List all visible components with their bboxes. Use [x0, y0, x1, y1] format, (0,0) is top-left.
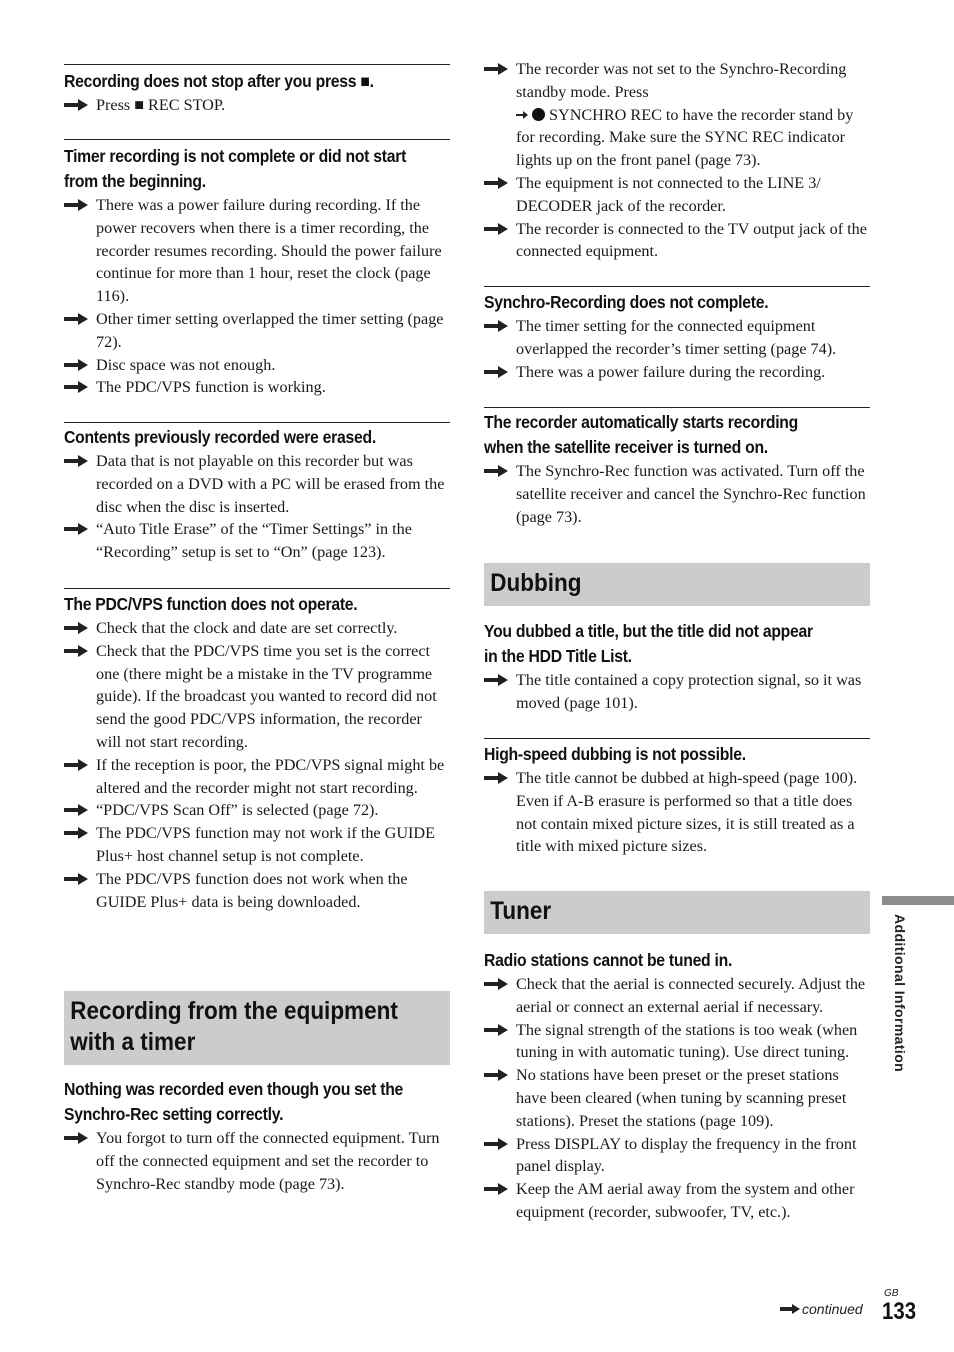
- list-item: [64, 450, 450, 518]
- item-text: The PDC/VPS function does not work when the GUIDE Plus+ data is being downloaded.: [96, 869, 408, 911]
- trouble-entry-synchro-nothing: [64, 1077, 450, 1195]
- region-code: GB: [884, 1288, 899, 1299]
- item-text: You forgot to turn off the connected equipment. Turn off the connected equipment and set the recorder to Synchro-Rec standby mode (page 73).: [96, 1129, 440, 1193]
- list-item: [484, 315, 870, 361]
- right-arrow-icon: [64, 622, 88, 634]
- item-text: There was a power failure during recording. If the power recovers when there is a timer recording, the recorder resumes recording. Should the power failure continue for more than 1 hour, reset the clock (page 116).: [96, 196, 442, 306]
- right-arrow-icon: [64, 523, 88, 535]
- item-text: Data that is not playable on this recorder but was recorded on a DVD with a PC will be erased from the disc when the disc is inserted.: [96, 452, 445, 516]
- item-text: The signal strength of the stations is too weak (when tuning in with automatic tuning). Use direct tuning.: [516, 1020, 858, 1062]
- right-arrow-icon: [64, 1132, 88, 1144]
- trouble-entry-timer: [64, 139, 450, 399]
- trouble-entry-synchro-continued: [484, 58, 870, 263]
- right-arrow-icon: [484, 177, 508, 189]
- trouble-entry-synchro-incomplete: [484, 286, 870, 383]
- item-text: ■ REC STOP.: [134, 96, 226, 114]
- item-text: “Auto Title Erase” of the “Timer Settings” in the “Recording” setup is set to “On” (page 123).: [96, 520, 412, 562]
- section-header-dubbing: [484, 563, 870, 606]
- trouble-entry-radio: [484, 948, 870, 1224]
- side-tab-bar: [882, 896, 954, 905]
- right-arrow-icon: [64, 759, 88, 771]
- list-item: [484, 1019, 870, 1065]
- right-arrow-icon: [484, 63, 508, 75]
- right-arrow-icon: [64, 199, 88, 211]
- right-arrow-icon: [64, 827, 88, 839]
- list-item: [64, 799, 450, 822]
- continued-text: continued: [802, 1301, 863, 1317]
- list-item: [64, 640, 450, 754]
- small-arrow-icon: [516, 110, 528, 120]
- item-text: Press DISPLAY to display the frequency in the front panel display.: [516, 1134, 857, 1176]
- trouble-entry-satellite: [484, 407, 870, 528]
- entry-heading: High-speed dubbing is not possible.: [484, 744, 746, 764]
- entry-heading-line2: from the beginning.: [64, 171, 206, 191]
- right-arrow-icon: [484, 1138, 508, 1150]
- item-text: Disc space was not enough.: [96, 355, 276, 374]
- list-item: [64, 194, 450, 308]
- entry-heading-line1: Nothing was recorded even though you set the: [64, 1079, 404, 1099]
- right-arrow-icon: [64, 99, 88, 111]
- entry-heading-line1: Timer recording is not complete or did not start: [64, 146, 407, 166]
- list-item: [484, 361, 870, 384]
- entry-heading: Contents previously recorded were erased.: [64, 427, 376, 447]
- record-circle-icon: [532, 108, 545, 121]
- entry-heading-line2: Synchro-Rec setting correctly.: [64, 1104, 284, 1124]
- list-item: [484, 218, 870, 264]
- right-arrow-icon: [64, 359, 88, 371]
- list-item: [64, 1127, 450, 1195]
- right-arrow-icon: [484, 465, 508, 477]
- item-text: There was a power failure during the recording.: [516, 362, 826, 381]
- right-arrow-icon: [484, 223, 508, 235]
- section-title-line2: with a timer: [70, 1028, 196, 1056]
- section-title: Dubbing: [490, 569, 582, 597]
- list-item: [64, 308, 450, 354]
- right-arrow-icon: [484, 1183, 508, 1195]
- entry-heading: Synchro-Recording does not complete.: [484, 292, 769, 312]
- section-title-line1: Recording from the equipment: [70, 997, 398, 1025]
- section-header-tuner: [484, 891, 870, 934]
- right-arrow-icon: [484, 772, 508, 784]
- entry-heading-line2: in the HDD Title List.: [484, 646, 632, 666]
- side-tab-label: Additional Information: [892, 914, 908, 1073]
- trouble-entry-dubbed-title: [484, 619, 870, 715]
- item-text: The title contained a copy protection signal, so it was moved (page 101).: [516, 671, 862, 712]
- item-text: Other timer setting overlapped the timer setting (page 72).: [96, 309, 444, 351]
- item-text: Check that the clock and date are set correctly.: [96, 619, 398, 637]
- right-arrow-icon: [484, 1024, 508, 1036]
- item-text: The Synchro-Rec function was activated. Turn off the satellite receiver and cancel the Synchro-Rec function (page 73).: [516, 462, 866, 526]
- right-arrow-icon: [484, 320, 508, 332]
- list-item: [484, 1178, 870, 1224]
- entry-heading-line2: when the satellite receiver is turned on.: [484, 437, 768, 457]
- section-title: Tuner: [490, 897, 552, 925]
- trouble-entry-stop: [64, 64, 450, 117]
- list-item: [484, 1064, 870, 1132]
- right-arrow-icon: [484, 366, 508, 378]
- entry-heading-line1: The recorder automatically starts recording: [484, 412, 799, 432]
- right-arrow-icon: [484, 978, 508, 990]
- section-header-recording-timer: [64, 991, 450, 1065]
- entry-heading: Recording does not stop after you press ■.: [64, 71, 374, 91]
- list-item: [64, 822, 450, 868]
- item-text: If the reception is poor, the PDC/VPS signal might be altered and the recorder might not start recording.: [96, 755, 445, 797]
- item-text: “PDC/VPS Scan Off” is selected (page 72).: [96, 801, 379, 820]
- list-item: [64, 376, 450, 399]
- list-item: [64, 518, 450, 564]
- entry-heading-line1: You dubbed a title, but the title did not appear: [484, 621, 813, 641]
- right-arrow-icon: [64, 381, 88, 393]
- item-text: The timer setting for the connected equipment overlapped the recorder’s timer setting (page 74).: [516, 317, 837, 358]
- list-item: [64, 868, 450, 914]
- item-text: The PDC/VPS function may not work if the GUIDE Plus+ host channel setup is not complete.: [96, 824, 436, 865]
- trouble-entry-pdcvps: [64, 588, 450, 913]
- continued-indicator: [780, 1301, 863, 1317]
- right-arrow-icon: [64, 645, 88, 657]
- item-text: No stations have been preset or the preset stations have been cleared (when tuning by scanning preset stations). Preset the stations (page 109).: [516, 1066, 847, 1130]
- entry-heading: The PDC/VPS function does not operate.: [64, 594, 358, 614]
- list-item: [64, 617, 450, 640]
- right-arrow-icon: [484, 674, 508, 686]
- trouble-entry-erased: [64, 422, 450, 564]
- item-text: Check that the aerial is connected securely. Adjust the aerial or connect an external aerial if necessary.: [516, 975, 866, 1016]
- list-item: [484, 1133, 870, 1179]
- item-text: The recorder is connected to the TV output jack of the connected equipment.: [516, 219, 867, 261]
- list-item: [484, 172, 870, 218]
- item-text: The equipment is not connected to the LINE 3/ DECODER jack of the recorder.: [516, 173, 821, 215]
- list-item: [484, 669, 870, 715]
- list-item: [484, 767, 870, 858]
- list-item: [64, 754, 450, 800]
- list-item: [484, 58, 870, 172]
- item-text: The PDC/VPS function is working.: [96, 378, 326, 397]
- right-arrow-icon: [64, 455, 88, 467]
- right-arrow-icon: [484, 1069, 508, 1081]
- list-item: [64, 94, 450, 117]
- trouble-entry-highspeed: [484, 738, 870, 858]
- item-text: Check that the PDC/VPS time you set is the correct one (there might be a mistake in the TV programme guide). If the broadcast you wanted to record did not send the good PDC/VPS information, the recorder will not start recording.: [96, 641, 437, 751]
- entry-heading: Radio stations cannot be tuned in.: [484, 950, 733, 970]
- list-item: [64, 354, 450, 377]
- page-number: 133: [882, 1298, 917, 1325]
- item-prefix: Press: [96, 96, 131, 114]
- item-text: The title cannot be dubbed at high-speed (page 100). Even if A-B erasure is performed so that a title does not contain mixed picture sizes, it is still treated as a title with mixed picture sizes.: [516, 769, 858, 856]
- right-arrow-icon: [64, 804, 88, 816]
- item-text: Keep the AM aerial away from the system and other equipment (recorder, subwoofer, TV, etc.).: [516, 1180, 855, 1221]
- item-text-continued: SYNCHRO REC to have the recorder stand by for recording. Make sure the SYNC REC indicator lights up on the front panel (page 73).: [516, 105, 854, 170]
- list-item: [484, 460, 870, 528]
- right-arrow-icon: [64, 313, 88, 325]
- right-arrow-icon: [64, 873, 88, 885]
- list-item: [484, 973, 870, 1019]
- item-text: The recorder was not set to the Synchro-Recording standby mode. Press: [516, 60, 847, 101]
- continued-arrow-icon: [780, 1304, 800, 1314]
